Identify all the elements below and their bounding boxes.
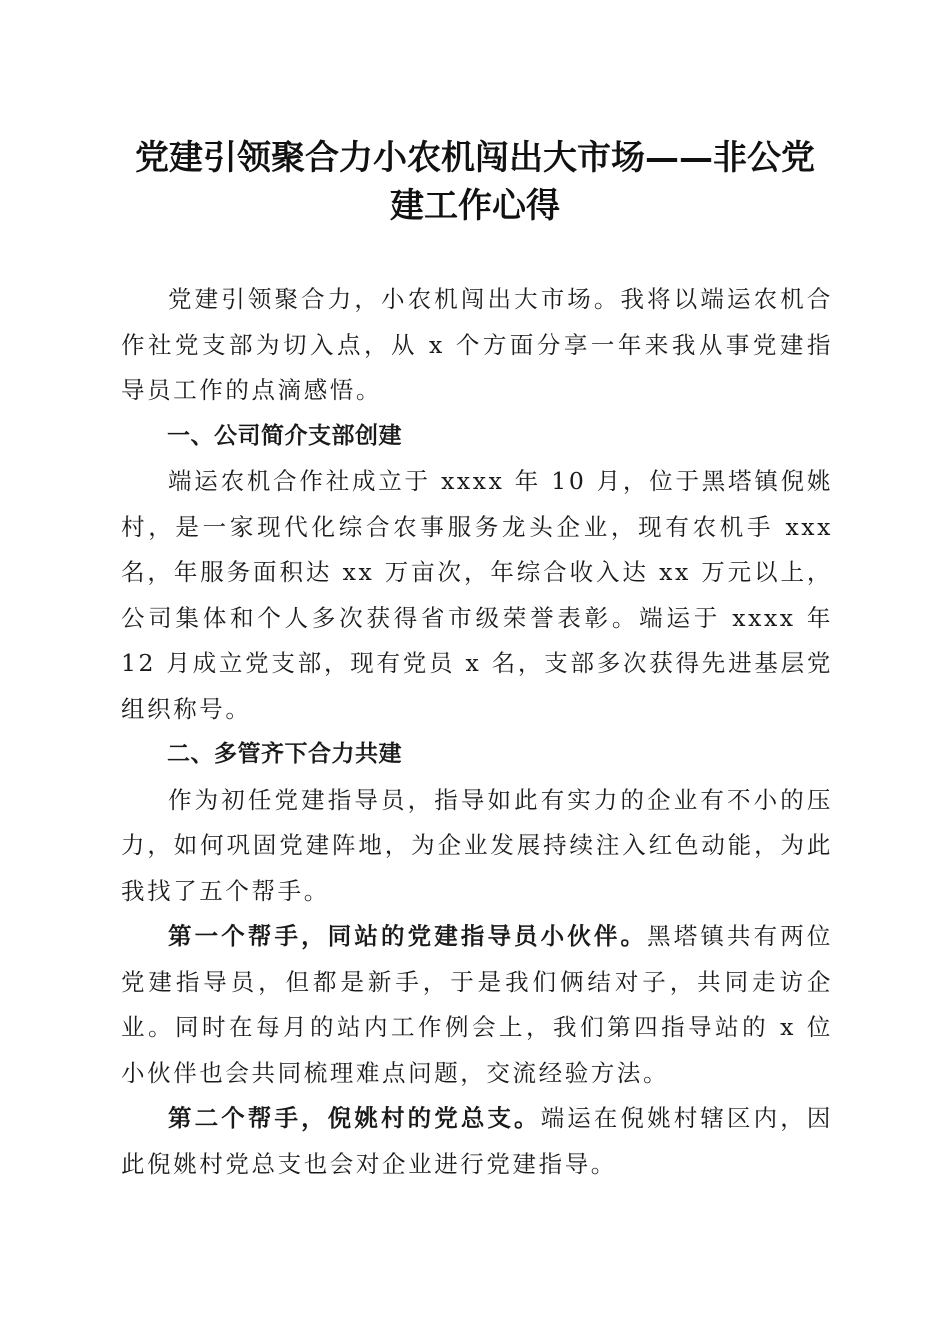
helper-2-body: 端运在倪姚村辖区内，因此倪姚村党总支也会对企业进行党建指导。 bbox=[121, 1104, 833, 1178]
section-1-heading: 一、公司简介支部创建 bbox=[167, 422, 402, 449]
intro-paragraph: 党建引领聚合力，小农机闯出大市场。我将以端运农机合作社党支部为切入点，从 x 个方面分享一年来我从事党建指导员工作的点滴感悟。 bbox=[121, 285, 833, 404]
helper-1-paragraph bbox=[121, 914, 833, 1096]
document-title bbox=[100, 134, 850, 230]
title-line-1: 党建引领聚合力小农机闯出大市场——非公党 bbox=[135, 138, 815, 178]
helper-2-lead: 第二个帮手，倪姚村的党总支。 bbox=[168, 1104, 541, 1132]
helper-1-body: 黑塔镇共有两位党建指导员，但都是新手，于是我们俩结对子，共同走访企业。同时在每月的站内工作例会上，我们第四指导站的 x 位小伙伴也会共同梳理难点问题，交流经验方法。 bbox=[121, 922, 833, 1087]
document-body bbox=[121, 277, 833, 1187]
title-line-2: 建工作心得 bbox=[390, 186, 560, 226]
helper-1-lead: 第一个帮手，同站的党建指导员小伙伴。 bbox=[168, 922, 648, 950]
section-2-heading: 二、多管齐下合力共建 bbox=[167, 741, 402, 767]
section-2-paragraph: 作为初任党建指导员，指导如此有实力的企业有不小的压力，如何巩固党建阵地，为企业发展持续注入红色动能，为此我找了五个帮手。 bbox=[121, 785, 833, 905]
helper-2-paragraph bbox=[121, 1096, 833, 1187]
section-1-paragraph: 端运农机合作社成立于 xxxx 年 10 月，位于黑塔镇倪姚村，是一家现代化综合农事服务龙头企业，现有农机手 xxx 名，年服务面积达 xx 万亩次，年综合收入达 xx 万元以上，公司集体和个人多次获得省市级荣誉表彰。端运于 xxxx 年 12 月成立党支部，现有党员 x 名，支部多次获得先进基层党组织称号。 bbox=[121, 467, 833, 723]
